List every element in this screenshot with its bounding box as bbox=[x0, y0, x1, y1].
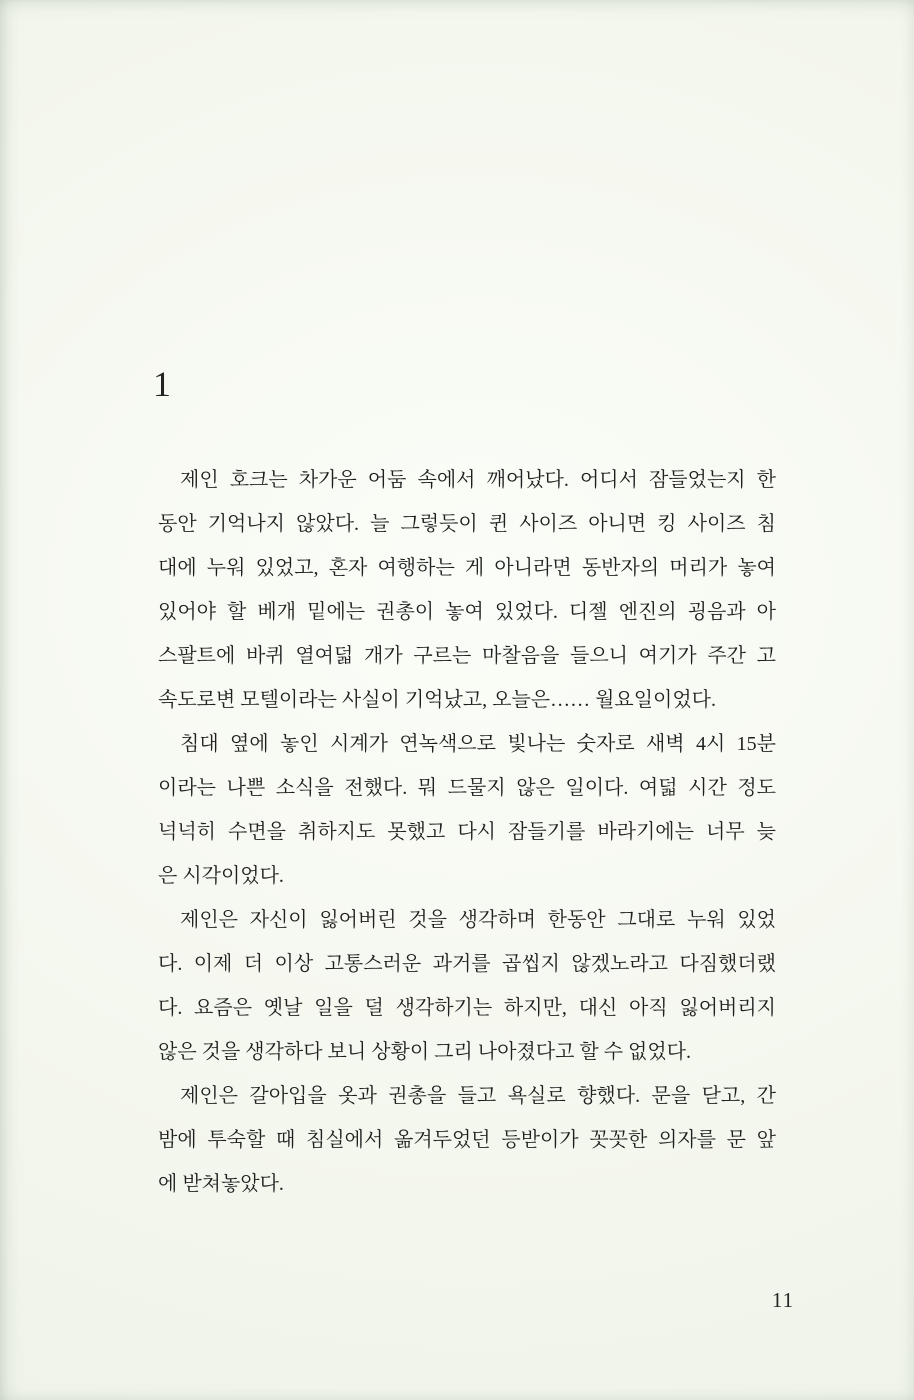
text-line: 은 시각이었다. bbox=[158, 865, 284, 887]
text-line: 다. 요즘은 옛날 일을 덜 생각하기는 하지만, 대신 아직 잃어버리지 bbox=[158, 997, 776, 1019]
text-line: 있어야 할 베개 밑에는 권총이 놓여 있었다. 디젤 엔진의 굉음과 아 bbox=[158, 601, 776, 623]
page-number: 11 bbox=[771, 1288, 795, 1312]
text-line: 밤에 투숙할 때 침실에서 옮겨두었던 등받이가 꼿꼿한 의자를 문 앞 bbox=[158, 1129, 776, 1151]
text-line: 넉넉히 수면을 취하지도 못했고 다시 잠들기를 바라기에는 너무 늦 bbox=[158, 821, 776, 843]
text-line: 침대 옆에 놓인 시계가 연녹색으로 빛나는 숫자로 새벽 4시 15분 bbox=[180, 733, 776, 755]
text-line: 이라는 나쁜 소식을 전했다. 뭐 드물지 않은 일이다. 여덟 시간 정도 bbox=[158, 777, 776, 799]
body-text bbox=[158, 458, 776, 1206]
text-line: 속도로변 모텔이라는 사실이 기억났고, 오늘은…… 월요일이었다. bbox=[158, 689, 716, 711]
text-line: 동안 기억나지 않았다. 늘 그렇듯이 퀸 사이즈 아니면 킹 사이즈 침 bbox=[158, 513, 776, 535]
text-line: 스팔트에 바퀴 열여덟 개가 구르는 마찰음을 들으니 여기가 주간 고 bbox=[158, 645, 776, 667]
text-line: 다. 이제 더 이상 고통스러운 과거를 곱씹지 않겠노라고 다짐했더랬 bbox=[158, 953, 776, 975]
paragraph bbox=[158, 1074, 776, 1206]
text-line: 제인은 자신이 잃어버린 것을 생각하며 한동안 그대로 누워 있었 bbox=[180, 909, 776, 931]
paragraph bbox=[158, 898, 776, 1074]
text-line: 제인은 갈아입을 옷과 권총을 들고 욕실로 향했다. 문을 닫고, 간 bbox=[180, 1085, 776, 1107]
paragraph bbox=[158, 458, 776, 722]
text-line: 대에 누워 있었고, 혼자 여행하는 게 아니라면 동반자의 머리가 놓여 bbox=[158, 557, 776, 579]
text-line: 에 받쳐놓았다. bbox=[158, 1173, 284, 1195]
text-line: 않은 것을 생각하다 보니 상황이 그리 나아졌다고 할 수 없었다. bbox=[158, 1041, 691, 1063]
chapter-number: 1 bbox=[153, 364, 172, 404]
paragraph bbox=[158, 722, 776, 898]
text-line: 제인 호크는 차가운 어둠 속에서 깨어났다. 어디서 잠들었는지 한 bbox=[180, 469, 776, 491]
